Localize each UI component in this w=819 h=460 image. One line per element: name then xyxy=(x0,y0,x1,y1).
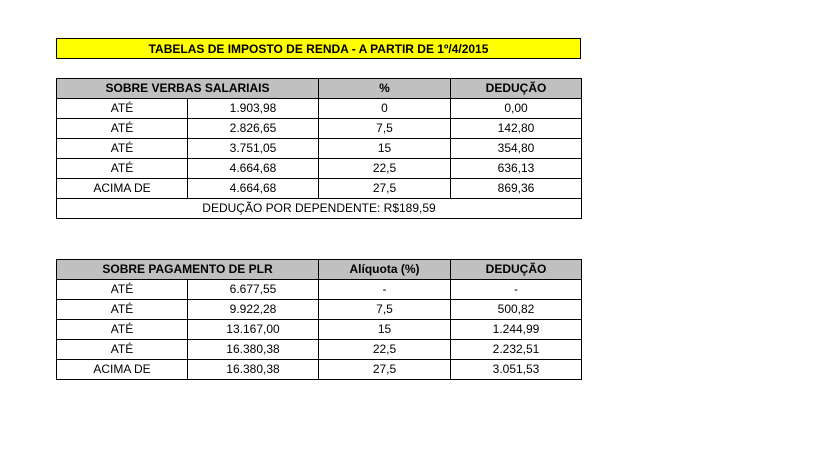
table-row xyxy=(57,119,582,139)
row-rate: 0 xyxy=(319,99,451,119)
row-deduction: - xyxy=(451,280,582,300)
table-row xyxy=(57,139,582,159)
row-deduction: 1.244,99 xyxy=(451,320,582,340)
row-label: ATÉ xyxy=(57,119,188,139)
table-row xyxy=(57,99,582,119)
header-salary-bracket: SOBRE VERBAS SALARIAIS xyxy=(57,79,319,99)
row-label: ATÉ xyxy=(57,300,188,320)
dependent-deduction-row xyxy=(57,199,582,219)
row-label: ATÉ xyxy=(57,139,188,159)
table-row xyxy=(57,320,582,340)
row-rate: 22,5 xyxy=(319,159,451,179)
header-deduction: DEDUÇÃO xyxy=(451,260,582,280)
row-deduction: 2.232,51 xyxy=(451,340,582,360)
row-deduction: 500,82 xyxy=(451,300,582,320)
table-row xyxy=(57,159,582,179)
row-label: ACIMA DE xyxy=(57,360,188,380)
row-rate: 27,5 xyxy=(319,360,451,380)
row-rate: 15 xyxy=(319,320,451,340)
row-label: ATÉ xyxy=(57,320,188,340)
row-label: ATÉ xyxy=(57,280,188,300)
table-row xyxy=(57,360,582,380)
page-title: TABELAS DE IMPOSTO DE RENDA - A PARTIR DE 1º/4/2015 xyxy=(56,38,581,59)
row-deduction: 0,00 xyxy=(451,99,582,119)
row-rate: 15 xyxy=(319,139,451,159)
row-rate: 7,5 xyxy=(319,119,451,139)
row-label: ACIMA DE xyxy=(57,179,188,199)
header-deduction: DEDUÇÃO xyxy=(451,79,582,99)
row-deduction: 3.051,53 xyxy=(451,360,582,380)
table-header-row xyxy=(57,260,582,280)
row-limit: 3.751,05 xyxy=(188,139,319,159)
plr-tax-table xyxy=(56,259,582,380)
table-row xyxy=(57,340,582,360)
row-limit: 4.664,68 xyxy=(188,179,319,199)
header-rate: Alíquota (%) xyxy=(319,260,451,280)
salary-tax-table xyxy=(56,78,582,219)
row-limit: 9.922,28 xyxy=(188,300,319,320)
table-row xyxy=(57,280,582,300)
row-label: ATÉ xyxy=(57,340,188,360)
row-deduction: 354,80 xyxy=(451,139,582,159)
row-limit: 16.380,38 xyxy=(188,340,319,360)
row-limit: 4.664,68 xyxy=(188,159,319,179)
row-rate: - xyxy=(319,280,451,300)
table-header-row xyxy=(57,79,582,99)
dependent-deduction-note: DEDUÇÃO POR DEPENDENTE: R$189,59 xyxy=(57,199,582,219)
row-deduction: 142,80 xyxy=(451,119,582,139)
header-plr-bracket: SOBRE PAGAMENTO DE PLR xyxy=(57,260,319,280)
row-rate: 22,5 xyxy=(319,340,451,360)
row-deduction: 869,36 xyxy=(451,179,582,199)
row-rate: 27,5 xyxy=(319,179,451,199)
row-limit: 1.903,98 xyxy=(188,99,319,119)
row-limit: 2.826,65 xyxy=(188,119,319,139)
header-rate: % xyxy=(319,79,451,99)
row-rate: 7,5 xyxy=(319,300,451,320)
row-limit: 6.677,55 xyxy=(188,280,319,300)
row-deduction: 636,13 xyxy=(451,159,582,179)
row-label: ATÉ xyxy=(57,159,188,179)
row-limit: 13.167,00 xyxy=(188,320,319,340)
row-limit: 16.380,38 xyxy=(188,360,319,380)
table-row xyxy=(57,179,582,199)
table-row xyxy=(57,300,582,320)
row-label: ATÉ xyxy=(57,99,188,119)
